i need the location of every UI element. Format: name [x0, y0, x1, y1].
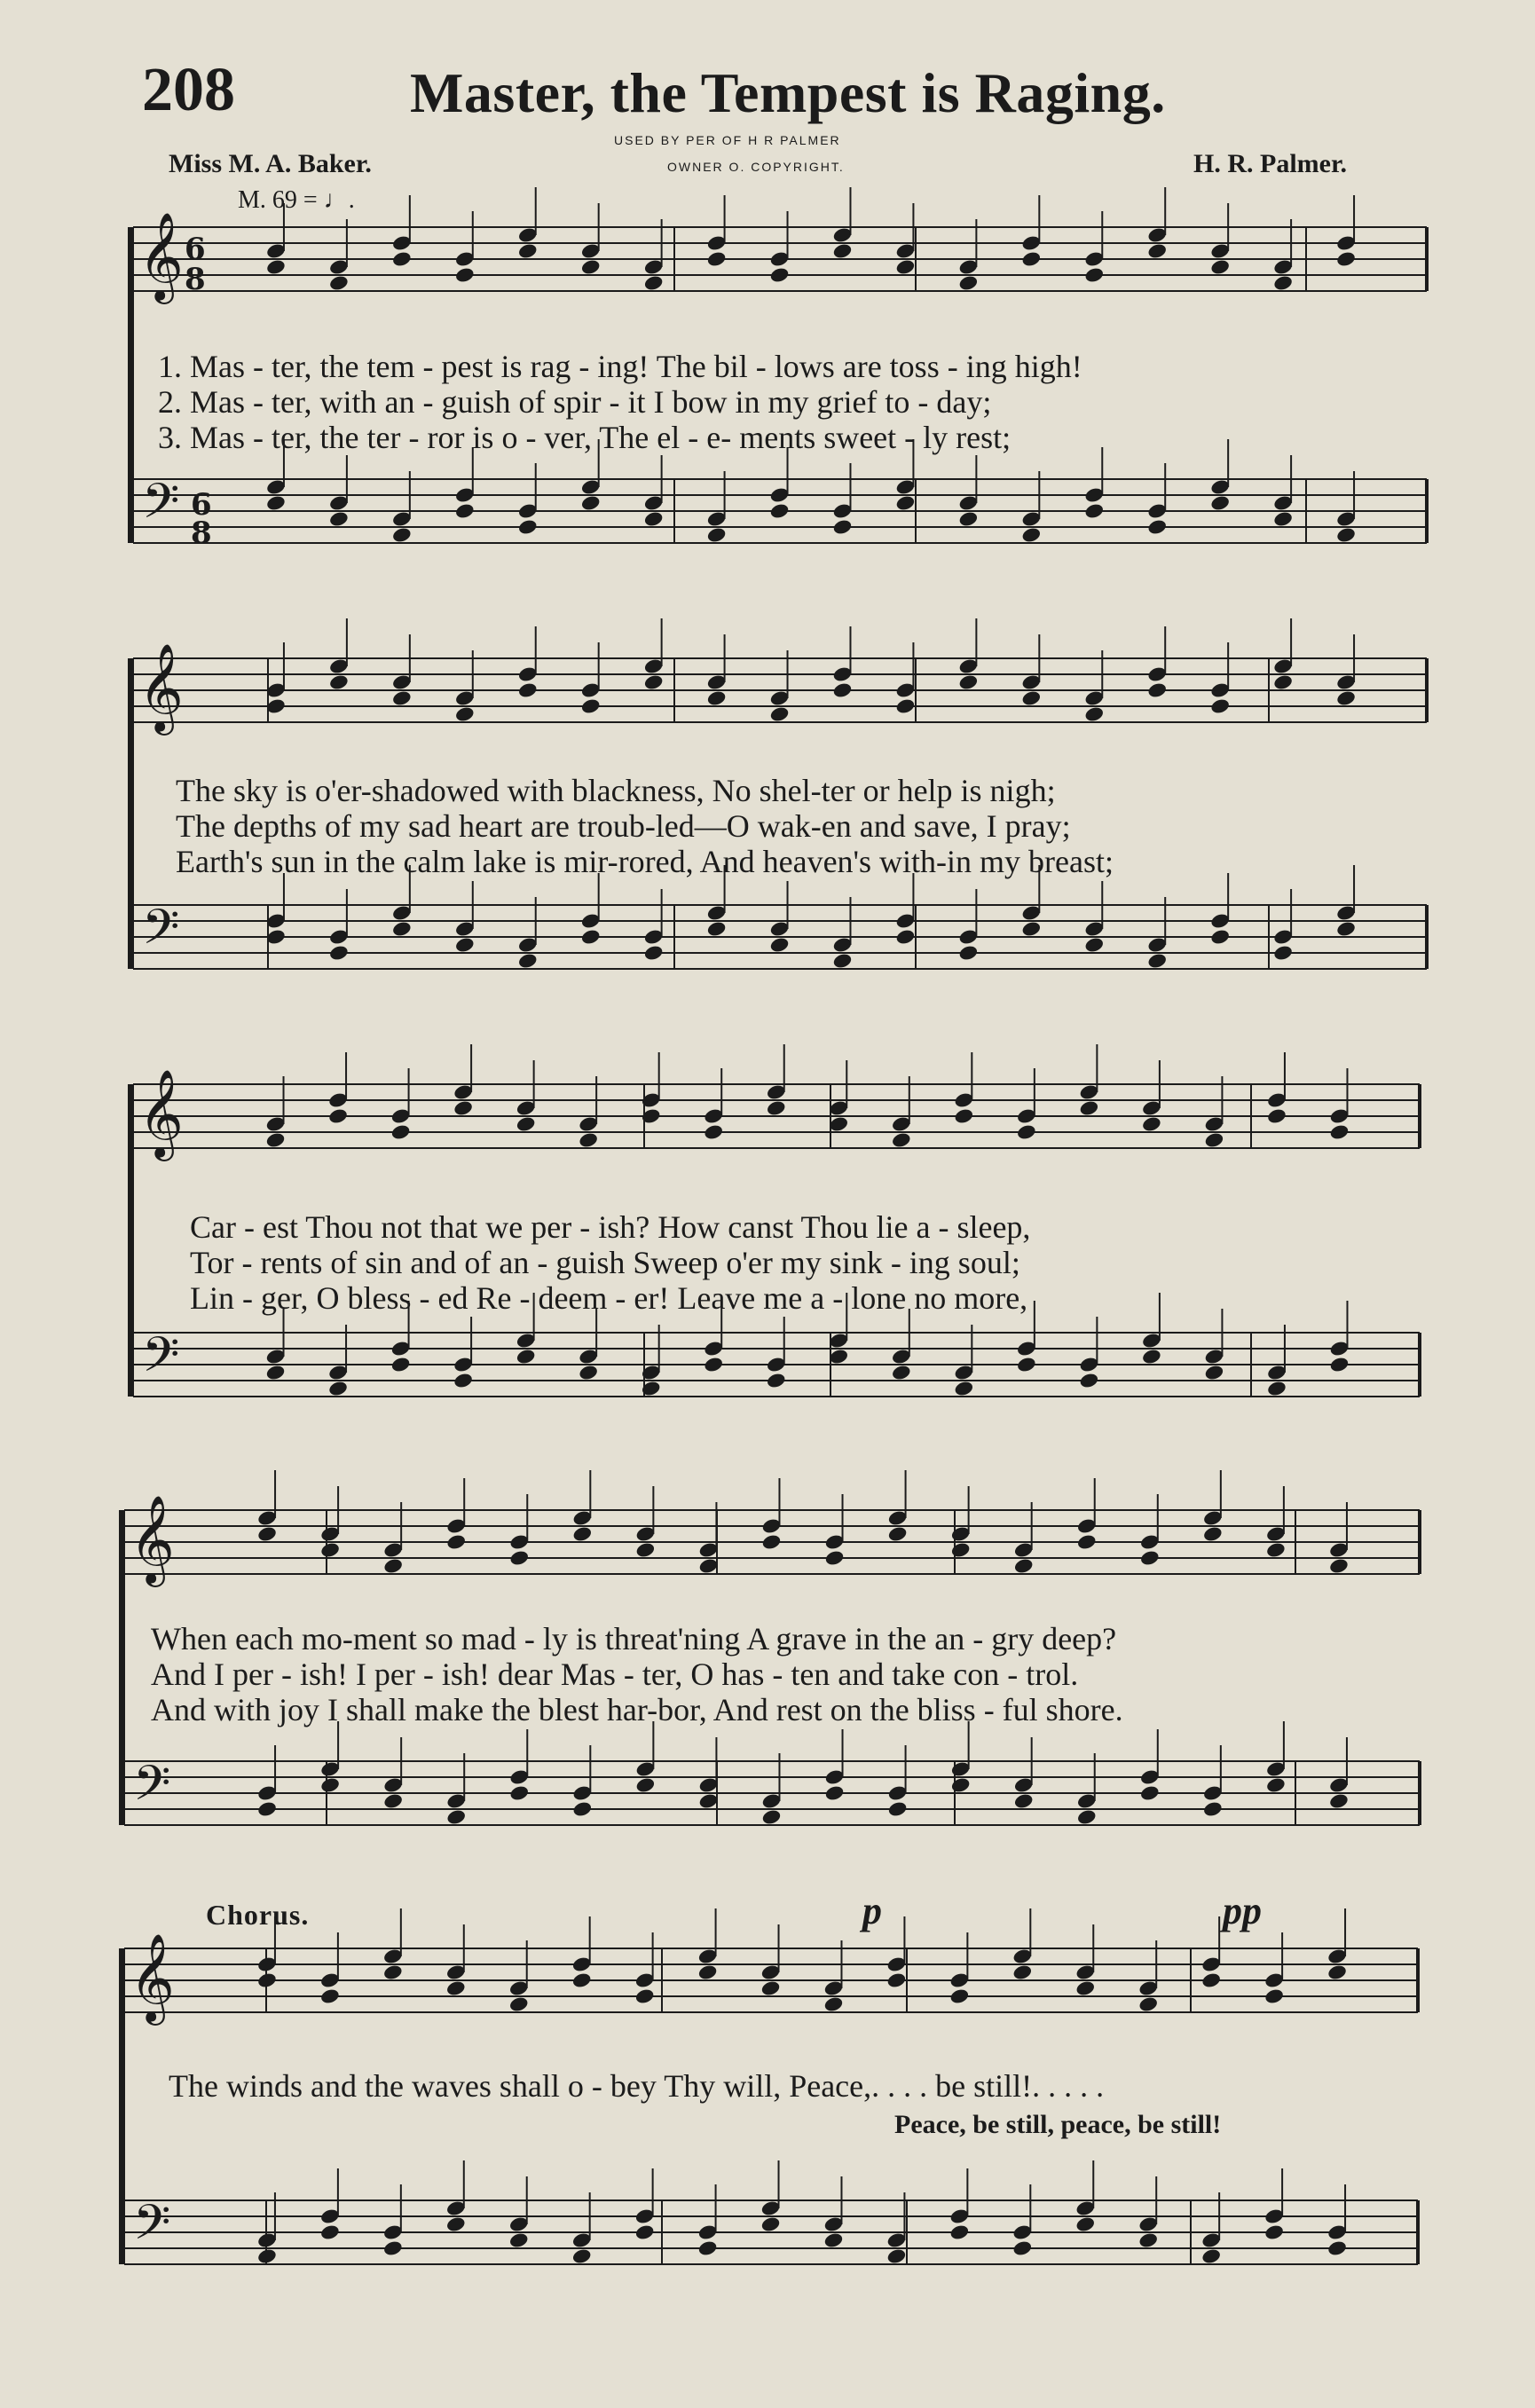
- bass-4-note: [1202, 1800, 1224, 1818]
- bass-3-note: [828, 1348, 849, 1365]
- treble-5-note: [382, 1963, 404, 1981]
- treble-3-note: [766, 1099, 787, 1117]
- treble-5-note: [886, 1971, 908, 1989]
- treble-2-note: [1272, 673, 1294, 691]
- bass-2-note: [1335, 920, 1357, 938]
- bass-1-note: [1209, 494, 1231, 512]
- treble-5-note: [1326, 1963, 1348, 1981]
- bass-5-note: [319, 2223, 341, 2241]
- bass-3-note: [578, 1364, 599, 1381]
- bass-4-note: [1139, 1784, 1161, 1802]
- bass-4-note: [950, 1776, 972, 1794]
- bass-3-note: [1266, 1380, 1287, 1397]
- bass-5-note: [1200, 2247, 1222, 2265]
- bass-4-note: [256, 1800, 278, 1818]
- bass-5-note: [1137, 2231, 1159, 2249]
- time-signature-bass-bottom: 8: [191, 515, 212, 551]
- treble-4-note: [1202, 1525, 1224, 1543]
- treble-1-note: [706, 250, 728, 268]
- lyric-s3-v1: Car - est Thou not that we per - ish? How canst Thou lie a - sleep,: [190, 1209, 1031, 1245]
- bass-1-note: [1146, 518, 1168, 536]
- treble-clef-3: 𝄞: [138, 1069, 184, 1158]
- bass-5-note: [382, 2239, 404, 2257]
- treble-1-note: [1272, 274, 1294, 292]
- bass-4-note: [698, 1792, 720, 1810]
- treble-2-note: [643, 673, 665, 691]
- treble-2-note: [1335, 689, 1357, 707]
- treble-3-note: [390, 1123, 412, 1141]
- treble-4-note: [572, 1525, 594, 1543]
- treble-1-note: [1335, 250, 1357, 268]
- dynamic-piano: p: [862, 1889, 882, 1932]
- treble-1-note: [391, 250, 413, 268]
- treble-3-note: [1204, 1131, 1225, 1149]
- bass-1-note: [895, 494, 917, 512]
- bass-4-note: [382, 1792, 404, 1810]
- bass-1-note: [1272, 510, 1294, 528]
- bass-2-note: [1146, 952, 1168, 970]
- treble-5-note: [571, 1971, 593, 1989]
- bass-4-note: [887, 1800, 909, 1818]
- bass-2-note: [1021, 920, 1043, 938]
- treble-2-note: [1146, 681, 1168, 699]
- treble-1-note: [769, 266, 791, 284]
- bass-3-note: [327, 1380, 349, 1397]
- bass-3-note: [516, 1348, 537, 1365]
- bass-3-note: [1141, 1348, 1162, 1365]
- bass-1-note: [328, 510, 350, 528]
- bass-2-note: [769, 936, 791, 954]
- treble-4-note: [950, 1541, 972, 1559]
- bass-5-note: [760, 2215, 782, 2233]
- bass-5-note: [886, 2247, 908, 2265]
- bass-clef-4: 𝄢: [133, 1755, 171, 1823]
- copyright-line-1: USED BY PER OF H R PALMER: [614, 133, 841, 147]
- treble-5-note: [634, 1987, 656, 2005]
- bass-3-note: [766, 1372, 787, 1389]
- treble-5-note: [1074, 1979, 1096, 1997]
- bass-3-note: [703, 1356, 724, 1373]
- bass-3-note: [954, 1380, 975, 1397]
- treble-4-note: [382, 1557, 404, 1575]
- treble-5-note: [1263, 1987, 1285, 2005]
- bass-5-note: [949, 2223, 971, 2241]
- treble-4-note: [1076, 1533, 1098, 1551]
- treble-5-note: [697, 1963, 719, 1981]
- bass-1-note: [1021, 526, 1043, 544]
- bass-5-note: [697, 2239, 719, 2257]
- lyricist-credit: Miss M. A. Baker.: [169, 149, 372, 178]
- bass-2-note: [391, 920, 413, 938]
- bass-3-note: [1204, 1364, 1225, 1381]
- treble-1-note: [1083, 266, 1105, 284]
- lyric-s4-v3: And with joy I shall make the blest har-bor, And rest on the bliss - ful shore.: [151, 1692, 1123, 1727]
- bass-1-note: [643, 510, 665, 528]
- treble-1-note: [958, 274, 980, 292]
- treble-4-note: [887, 1525, 909, 1543]
- time-signature-bottom: 8: [185, 262, 206, 297]
- time-signature-top: 6: [185, 232, 206, 267]
- treble-3-note: [828, 1115, 849, 1133]
- time-signature-bass-top: 6: [191, 487, 212, 523]
- chorus-alto-lyric: Peace, be still, peace, be still!: [894, 2110, 1222, 2139]
- bass-5-note: [571, 2247, 593, 2265]
- treble-1-note: [832, 242, 854, 260]
- bass-2-note: [958, 944, 980, 962]
- bass-2-note: [580, 928, 602, 946]
- treble-3-note: [1016, 1123, 1037, 1141]
- treble-3-note: [453, 1099, 474, 1117]
- treble-clef-1: 𝄞: [138, 212, 184, 301]
- bass-1-note: [958, 510, 980, 528]
- treble-clef-2: 𝄞: [138, 643, 184, 732]
- bass-clef-3: 𝄢: [142, 1326, 180, 1395]
- treble-1-note: [328, 274, 350, 292]
- bass-2-note: [1209, 928, 1231, 946]
- treble-3-note: [1141, 1115, 1162, 1133]
- lyric-s2-v1: The sky is o'er-shadowed with blackness, No shel-ter or help is nigh;: [176, 773, 1056, 808]
- bass-3-note: [390, 1356, 412, 1373]
- treble-4-note: [824, 1549, 846, 1567]
- treble-5-note: [760, 1979, 782, 1997]
- bass-5-note: [634, 2223, 656, 2241]
- treble-3-note: [265, 1131, 287, 1149]
- lyric-s2-v3: Earth's sun in the calm lake is mir-rored, And heaven's with-in my breast;: [176, 844, 1114, 879]
- bass-5-note: [256, 2247, 278, 2265]
- metronome-mark: M. 69 = ♩.: [238, 186, 355, 214]
- hymn-title: Master, the Tempest is Raging.: [410, 61, 1166, 124]
- lyric-s2-v2: The depths of my sad heart are troub-led—O wak-en and save, I pray;: [176, 808, 1071, 844]
- treble-4-note: [698, 1557, 720, 1575]
- lyric-s1-v3: 3. Mas - ter, the ter - ror is o - ver, The el - e- ments sweet - ly rest;: [158, 420, 1012, 455]
- bass-1-note: [769, 502, 791, 520]
- bass-3-note: [265, 1364, 287, 1381]
- bass-3-note: [453, 1372, 474, 1389]
- system-brace-3: [128, 1084, 134, 1397]
- treble-5-note: [1200, 1971, 1222, 1989]
- treble-5-note: [1012, 1963, 1034, 1981]
- lyric-s4-v2: And I per - ish! I per - ish! dear Mas - ter, O has - ten and take con - trol.: [151, 1656, 1079, 1692]
- lyric-s1-v1: 1. Mas - ter, the tem - pest is rag - ing! The bil - lows are toss - ing high!: [158, 349, 1082, 384]
- treble-3-note: [578, 1131, 599, 1149]
- bass-1-note: [517, 518, 539, 536]
- bass-1-note: [580, 494, 602, 512]
- treble-1-note: [265, 258, 287, 276]
- bass-2-note: [706, 920, 728, 938]
- system-brace-2: [128, 658, 134, 969]
- treble-4-note: [1328, 1557, 1350, 1575]
- chorus-lyric: The winds and the waves shall o - bey Thy will, Peace,. . . . be still!. . . . .: [169, 2068, 1105, 2104]
- bass-5-note: [823, 2231, 845, 2249]
- treble-1-note: [517, 242, 539, 260]
- bass-5-note: [1263, 2223, 1285, 2241]
- bass-3-note: [891, 1364, 912, 1381]
- treble-4-note: [635, 1541, 657, 1559]
- bass-1-note: [1335, 526, 1357, 544]
- bass-1-note: [1083, 502, 1105, 520]
- treble-2-note: [706, 689, 728, 707]
- bass-5-note: [445, 2215, 467, 2233]
- treble-4-note: [508, 1549, 530, 1567]
- bass-clef-2: 𝄢: [142, 899, 180, 967]
- bass-4-note: [1328, 1792, 1350, 1810]
- treble-4-note: [256, 1525, 278, 1543]
- lyric-s3-v2: Tor - rents of sin and of an - guish Sweep o'er my sink - ing soul;: [190, 1245, 1020, 1280]
- bass-2-note: [328, 944, 350, 962]
- bass-2-note: [643, 944, 665, 962]
- treble-4-note: [1013, 1557, 1035, 1575]
- treble-clef-4: 𝄞: [130, 1495, 175, 1584]
- bass-1-note: [706, 526, 728, 544]
- treble-1-note: [643, 274, 665, 292]
- treble-2-note: [454, 705, 476, 723]
- bass-4-note: [319, 1776, 341, 1794]
- treble-2-note: [1209, 697, 1231, 715]
- bass-4-note: [508, 1784, 530, 1802]
- treble-1-note: [895, 258, 917, 276]
- treble-2-note: [328, 673, 350, 691]
- treble-3-note: [1329, 1123, 1350, 1141]
- bass-5-note: [1326, 2239, 1348, 2257]
- treble-5-note: [256, 1971, 278, 1989]
- bass-4-note: [1076, 1808, 1098, 1826]
- treble-4-note: [445, 1533, 467, 1551]
- treble-3-note: [516, 1115, 537, 1133]
- bass-1-note: [832, 518, 854, 536]
- treble-2-note: [769, 705, 791, 723]
- treble-3-note: [327, 1107, 349, 1125]
- treble-4-note: [1139, 1549, 1161, 1567]
- treble-2-note: [391, 689, 413, 707]
- bass-3-note: [1079, 1372, 1100, 1389]
- bass-2-note: [517, 952, 539, 970]
- bass-3-note: [1016, 1356, 1037, 1373]
- bass-4-note: [635, 1776, 657, 1794]
- bass-5-note: [508, 2231, 530, 2249]
- bass-4-note: [445, 1808, 467, 1826]
- bass-2-note: [832, 952, 854, 970]
- system-brace-1: [128, 227, 134, 543]
- treble-5-note: [319, 1987, 341, 2005]
- bass-2-note: [895, 928, 917, 946]
- treble-2-note: [832, 681, 854, 699]
- bass-clef-5: 𝄢: [133, 2194, 171, 2262]
- treble-2-note: [1021, 689, 1043, 707]
- bass-1-note: [265, 494, 287, 512]
- bass-5-note: [1012, 2239, 1034, 2257]
- bass-2-note: [1272, 944, 1294, 962]
- bass-4-note: [1013, 1792, 1035, 1810]
- treble-3-note: [954, 1107, 975, 1125]
- bass-4-note: [824, 1784, 846, 1802]
- system-brace-5: [119, 1948, 125, 2264]
- lyric-s1-v2: 2. Mas - ter, with an - guish of spir - it I bow in my grief to - day;: [158, 384, 992, 420]
- bass-4-note: [572, 1800, 594, 1818]
- bass-5-note: [1074, 2215, 1096, 2233]
- copyright-line-2: OWNER O. COPYRIGHT.: [667, 160, 845, 174]
- treble-5-note: [1137, 1995, 1159, 2013]
- lyric-s3-v3: Lin - ger, O bless - ed Re - deem - er! Leave me a - lone no more,: [190, 1280, 1028, 1316]
- treble-2-note: [580, 697, 602, 715]
- treble-5-note: [823, 1995, 845, 2013]
- treble-1-note: [1021, 250, 1043, 268]
- treble-3-note: [1079, 1099, 1100, 1117]
- treble-2-note: [517, 681, 539, 699]
- treble-5-note: [508, 1995, 530, 2013]
- treble-2-note: [958, 673, 980, 691]
- composer-credit: H. R. Palmer.: [1193, 149, 1348, 178]
- treble-4-note: [761, 1533, 783, 1551]
- hymn-number: 208: [142, 56, 235, 124]
- treble-1-note: [1209, 258, 1231, 276]
- treble-clef-5: 𝄞: [130, 1933, 175, 2022]
- bass-3-note: [1329, 1356, 1350, 1373]
- bass-2-note: [454, 936, 476, 954]
- dynamic-pianissimo: pp: [1223, 1889, 1262, 1932]
- treble-2-note: [1083, 705, 1105, 723]
- bass-1-note: [391, 526, 413, 544]
- treble-1-note: [454, 266, 476, 284]
- lyric-s4-v1: When each mo-ment so mad - ly is threat'ning A grave in the an - gry deep?: [151, 1621, 1117, 1656]
- treble-5-note: [949, 1987, 971, 2005]
- treble-5-note: [445, 1979, 467, 1997]
- treble-3-note: [703, 1123, 724, 1141]
- bass-1-note: [454, 502, 476, 520]
- bass-4-note: [1265, 1776, 1287, 1794]
- chorus-label: Chorus.: [206, 1899, 310, 1931]
- bass-2-note: [1083, 936, 1105, 954]
- treble-1-note: [580, 258, 602, 276]
- bass-clef-1: 𝄢: [142, 473, 180, 541]
- treble-1-note: [1146, 242, 1168, 260]
- treble-2-note: [895, 697, 917, 715]
- treble-4-note: [1265, 1541, 1287, 1559]
- system-brace-4: [119, 1510, 125, 1825]
- treble-3-note: [891, 1131, 912, 1149]
- treble-4-note: [319, 1541, 341, 1559]
- treble-3-note: [1266, 1107, 1287, 1125]
- bass-4-note: [761, 1808, 783, 1826]
